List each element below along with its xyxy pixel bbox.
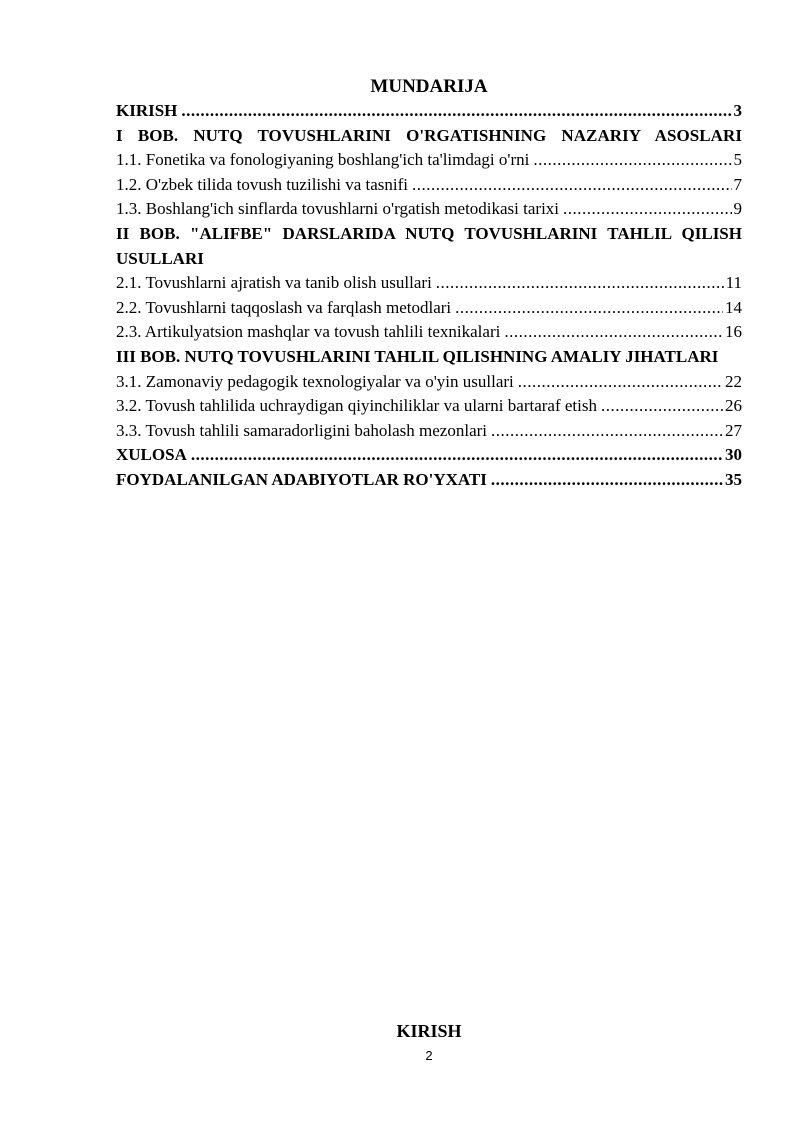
toc-entry-label: XULOSA bbox=[116, 445, 187, 465]
toc-entry-page: 27 bbox=[725, 420, 742, 440]
toc-entry-1-2[interactable] bbox=[116, 173, 742, 198]
table-of-contents bbox=[116, 99, 742, 493]
chapter-1-heading[interactable]: I BOB. NUTQ TOVUSHLARINI O'RGATISHNING NAZARIY ASOSLARI bbox=[116, 125, 742, 145]
toc-entry-page: 5 bbox=[733, 150, 742, 170]
toc-entry-bibliography[interactable] bbox=[116, 468, 742, 493]
toc-entry-page: 9 bbox=[733, 199, 742, 219]
toc-entry-3-2[interactable] bbox=[116, 394, 742, 419]
dot-leader bbox=[491, 419, 723, 444]
toc-entry-label: 2.3. Artikulyatsion mashqlar va tovush tahlili texnikalari bbox=[116, 322, 501, 342]
toc-entry-label: 3.2. Tovush tahlilida uchraydigan qiyinchiliklar va ularni bartaraf etish bbox=[116, 396, 597, 416]
chapter-3-heading[interactable]: III BOB. NUTQ TOVUSHLARINI TAHLIL QILISHNING AMALIY JIHATLARI bbox=[116, 346, 719, 366]
toc-entry-label: 1.3. Boshlang'ich sinflarda tovushlarni o'rgatish metodikasi tarixi bbox=[116, 199, 560, 219]
toc-title: MUNDARIJA bbox=[370, 76, 488, 97]
toc-entry-xulosa[interactable] bbox=[116, 443, 742, 468]
toc-entry-page: 26 bbox=[725, 396, 742, 416]
toc-entry-3-1[interactable] bbox=[116, 370, 742, 395]
toc-entry-kirish[interactable] bbox=[116, 99, 742, 124]
toc-entry-label: 2.2. Tovushlarni taqqoslash va farqlash metodlari bbox=[116, 297, 452, 317]
toc-entry-label: KIRISH bbox=[116, 101, 178, 120]
toc-entry-page: 16 bbox=[725, 322, 742, 342]
toc-entry-label: FOYDALANILGAN ADABIYOTLAR RO'YXATI bbox=[116, 469, 487, 489]
toc-entry-page: 11 bbox=[725, 273, 742, 293]
dot-leader bbox=[491, 468, 723, 493]
toc-entry-page: 22 bbox=[725, 371, 742, 391]
toc-entry-2-2[interactable] bbox=[116, 296, 742, 321]
dot-leader bbox=[455, 296, 723, 321]
dot-leader bbox=[181, 99, 731, 124]
dot-leader bbox=[412, 173, 731, 198]
toc-entry-label: 1.1. Fonetika va fonologiyaning boshlang'ich ta'limdagi o'rni bbox=[116, 150, 530, 170]
toc-entry-1-3[interactable] bbox=[116, 197, 742, 222]
dot-leader bbox=[563, 197, 731, 222]
dot-leader bbox=[504, 320, 723, 345]
toc-entry-3-3[interactable] bbox=[116, 419, 742, 444]
toc-entry-label: 3.3. Tovush tahlili samaradorligini baholash mezonlari bbox=[116, 420, 488, 440]
next-section-title: KIRISH bbox=[396, 1021, 462, 1041]
toc-entry-page: 3 bbox=[733, 101, 742, 120]
chapter-2-heading[interactable]: II BOB. "ALIFBE" DARSLARIDA NUTQ TOVUSHLARINI TAHLIL QILISH USULLARI bbox=[116, 223, 742, 268]
dot-leader bbox=[191, 443, 723, 468]
toc-entry-page: 7 bbox=[733, 174, 742, 194]
toc-entry-2-1[interactable] bbox=[116, 271, 742, 296]
toc-entry-label: 3.1. Zamonaviy pedagogik texnologiyalar va o'yin usullari bbox=[116, 371, 514, 391]
toc-entry-page: 35 bbox=[725, 469, 742, 489]
toc-entry-page: 14 bbox=[725, 297, 742, 317]
toc-entry-1-1[interactable] bbox=[116, 148, 742, 173]
dot-leader bbox=[533, 148, 731, 173]
dot-leader bbox=[601, 394, 723, 419]
toc-entry-label: 1.2. O'zbek tilida tovush tuzilishi va tasnifi bbox=[116, 174, 409, 194]
dot-leader bbox=[436, 271, 724, 296]
dot-leader bbox=[518, 370, 723, 395]
toc-entry-2-3[interactable] bbox=[116, 320, 742, 345]
toc-entry-label: 2.1. Tovushlarni ajratish va tanib olish usullari bbox=[116, 273, 432, 293]
page-number: 2 bbox=[425, 1048, 433, 1063]
toc-entry-page: 30 bbox=[725, 445, 742, 465]
